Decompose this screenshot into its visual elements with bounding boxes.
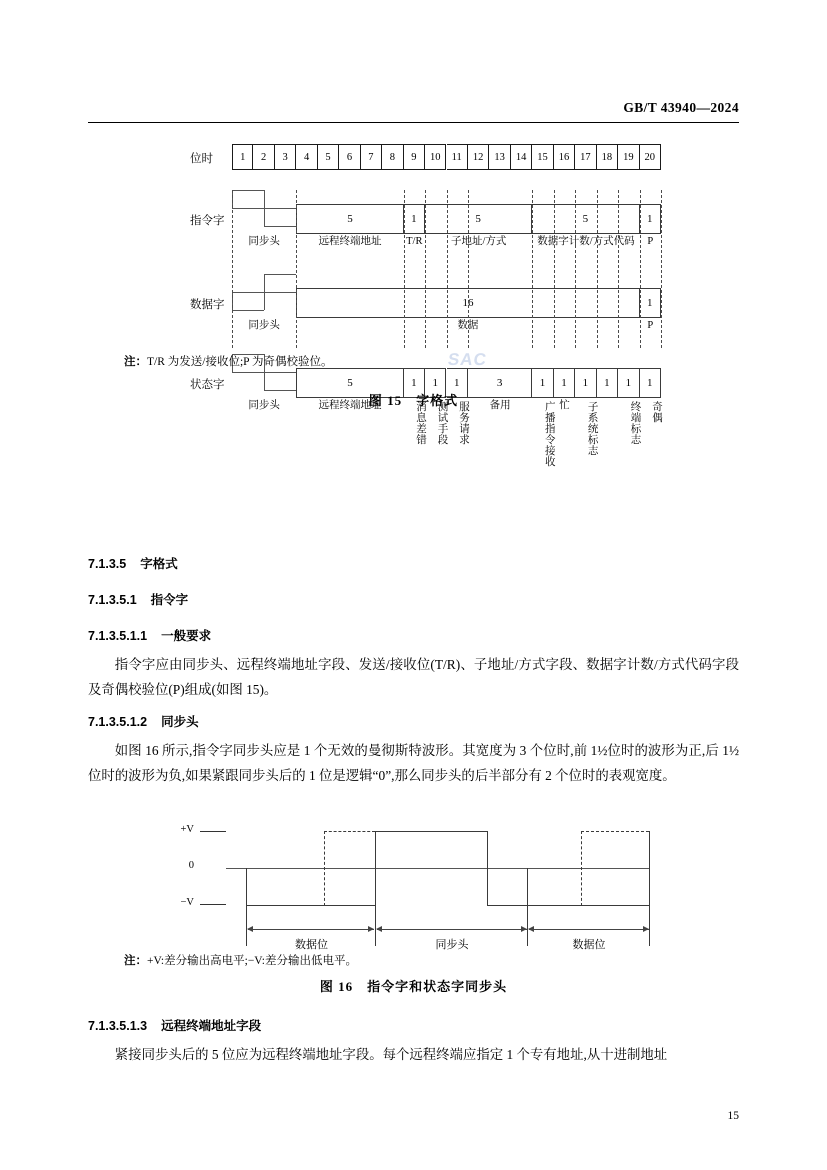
field-name: 数据字计数/方式代码 — [537, 236, 635, 247]
field-bit-width: 5 — [296, 368, 403, 398]
dim-line-region-3 — [529, 929, 649, 930]
word-row-label: 状态字 — [190, 379, 225, 391]
heading-number: 7.1.3.5.1.2 — [88, 715, 148, 729]
field-bit-width: 1 — [597, 368, 618, 398]
heading-7-1-3-5-1 — [88, 590, 188, 608]
dim-arrow-left-2 — [376, 926, 382, 932]
axis-tick-high — [200, 831, 226, 832]
alignment-guide — [404, 190, 405, 348]
waveform-dashed-low-1 — [246, 905, 324, 906]
bit-timing-cell: 13 — [489, 144, 510, 170]
field-bit-width: 1 — [618, 368, 639, 398]
figure-16-caption: 图 16 指令字和状态字同步头 — [319, 979, 508, 994]
field-bit-width: 5 — [425, 204, 532, 234]
sync-head-waveform — [232, 190, 296, 236]
field-name: P — [647, 236, 654, 247]
field-name: 广播指令接收 — [543, 401, 555, 467]
dim-arrow-left-3 — [528, 926, 534, 932]
field-bit-width: 1 — [575, 368, 596, 398]
dim-arrow-right-3 — [643, 926, 649, 932]
bit-timing-cell: 17 — [575, 144, 596, 170]
dim-line-region-2 — [377, 929, 527, 930]
waveform-dashed-low-2 — [487, 905, 581, 906]
sync-head-name: 同步头 — [248, 320, 280, 331]
waveform-solid-high-sync — [375, 831, 488, 832]
waveform-solid-edge-4 — [649, 831, 650, 906]
sync-head-name: 同步头 — [248, 236, 280, 247]
bit-timing-cell: 8 — [382, 144, 403, 170]
alignment-guide — [661, 190, 662, 348]
bit-timing-cell: 4 — [296, 144, 317, 170]
field-bit-width: 16 — [296, 288, 639, 318]
field-name: 测试手段 — [436, 401, 448, 445]
sync-head-name: 同步头 — [248, 400, 280, 411]
field-name: 远程终端地址 — [318, 400, 382, 411]
axis-label-zero: 0 — [188, 860, 194, 871]
note-prefix: 注： — [124, 356, 147, 368]
heading-title: 同步头 — [161, 715, 199, 729]
dim-line-region-1 — [248, 929, 374, 930]
bit-timing-cell: 16 — [554, 144, 575, 170]
bit-timing-cell: 6 — [339, 144, 360, 170]
figure-16-sync-waveform — [0, 812, 827, 962]
field-bit-width: 3 — [468, 368, 532, 398]
paragraph-general-requirements: 指令字应由同步头、远程终端地址字段、发送/接收位(T/R)、子地址/方式字段、数据字计数/方式代码字段及奇偶校验位(P)组成(如图 15)。 — [88, 657, 739, 697]
field-bit-width: 1 — [554, 368, 575, 398]
waveform-solid-edge-2 — [375, 831, 376, 906]
paragraph-rt-address-field: 紧接同步头后的 5 位应为远程终端地址字段。每个远程终端应指定 1 个专有地址,从十进制地址 — [114, 1047, 668, 1062]
field-name: 消息差错 — [415, 401, 427, 445]
region-label-data-bit-1: 数据位 — [295, 939, 328, 951]
field-bit-width: 1 — [640, 288, 661, 318]
dim-arrow-right-1 — [368, 926, 374, 932]
field-name: 数据 — [457, 320, 479, 331]
page-number: 15 — [727, 1110, 739, 1122]
field-name: 忙 — [559, 400, 570, 411]
heading-number: 7.1.3.5.1.1 — [88, 629, 148, 643]
dim-arrow-left-1 — [247, 926, 253, 932]
bit-timing-cell: 1 — [232, 144, 253, 170]
heading-7-1-3-5-1-1 — [88, 626, 211, 644]
dim-arrow-right-2 — [521, 926, 527, 932]
axis-tick-low — [200, 904, 226, 905]
field-bit-width: 1 — [447, 368, 468, 398]
bit-timing-cell: 5 — [318, 144, 339, 170]
waveform-dashed-edge-1 — [324, 831, 325, 906]
word-row-label: 数据字 — [190, 299, 225, 311]
heading-number: 7.1.3.5.1 — [88, 593, 137, 607]
figure-16-note — [124, 952, 357, 968]
waveform-dashed-high-2 — [581, 831, 649, 832]
heading-title: 远程终端地址字段 — [161, 1019, 262, 1033]
zero-reference-line — [226, 868, 650, 869]
note-prefix: 注： — [124, 955, 147, 967]
field-bit-width: 1 — [532, 368, 553, 398]
bit-timing-cell: 9 — [404, 144, 425, 170]
bit-timing-cell: 2 — [253, 144, 274, 170]
alignment-guide — [618, 190, 619, 348]
waveform-dashed-edge-2 — [581, 831, 582, 906]
heading-title: 指令字 — [150, 593, 189, 607]
bit-timing-cell: 20 — [640, 144, 661, 170]
field-name: 奇偶 — [650, 401, 662, 423]
bit-timing-cell: 12 — [468, 144, 489, 170]
region-label-data-bit-2: 数据位 — [572, 939, 606, 951]
header-rule — [88, 122, 739, 123]
heading-number: 7.1.3.5 — [88, 557, 127, 571]
field-bit-width: 5 — [296, 204, 403, 234]
bit-timing-cell: 15 — [532, 144, 553, 170]
field-bit-width: 1 — [640, 368, 661, 398]
note-text: +V:差分输出高电平;−V:差分输出低电平。 — [147, 955, 357, 967]
alignment-guide — [425, 190, 426, 348]
bit-timing-cell: 14 — [511, 144, 532, 170]
field-name: 子系统标志 — [586, 401, 598, 456]
note-text: T/R 为发送/接收位;P 为奇偶校验位。 — [147, 356, 333, 368]
field-name: 终端标志 — [629, 401, 641, 445]
word-row-label: 指令字 — [190, 215, 225, 227]
field-name: 备用 — [489, 400, 511, 411]
field-name: T/R — [406, 236, 423, 247]
bit-timing-cell: 11 — [447, 144, 468, 170]
alignment-guide — [532, 190, 533, 348]
field-name: P — [647, 320, 654, 331]
figure-15-note — [124, 353, 333, 369]
field-name: 子地址/方式 — [450, 236, 507, 247]
alignment-guide — [597, 190, 598, 348]
heading-title: 一般要求 — [161, 629, 212, 643]
field-bit-width: 1 — [404, 368, 425, 398]
alignment-guide — [232, 190, 233, 348]
alignment-guide — [575, 190, 576, 348]
heading-7-1-3-5 — [88, 554, 178, 572]
sync-head-waveform — [232, 274, 296, 320]
alignment-guide — [640, 190, 641, 348]
bit-timing-label: 位时 — [190, 153, 213, 165]
field-bit-width: 1 — [640, 204, 661, 234]
bit-timing-cell: 3 — [275, 144, 296, 170]
paragraph-sync-header: 如图 16 所示,指令字同步头应是 1 个无效的曼彻斯特波形。其宽度为 3 个位时,前 1½位时的波形为正,后 1½位时的波形为负,如果紧跟同步头后的 1 位是逻辑“0”,那么同步头的后半部分有 2 个位时的表观宽度。 — [88, 743, 739, 783]
watermark: SAC — [446, 350, 489, 369]
figure-15-word-formats — [0, 140, 827, 500]
bit-timing-cell: 19 — [618, 144, 639, 170]
alignment-guide — [296, 190, 297, 348]
bit-timing-cell: 18 — [597, 144, 618, 170]
field-bit-width: 1 — [425, 368, 446, 398]
heading-7-1-3-5-1-3 — [88, 1016, 261, 1034]
page-header-standard-number: GB/T 43940—2024 — [623, 100, 739, 115]
alignment-guide — [447, 190, 448, 348]
waveform-solid-edge-3 — [487, 831, 488, 906]
field-name: 远程终端地址 — [318, 236, 382, 247]
heading-title: 字格式 — [140, 557, 178, 571]
axis-label-low: −V — [180, 897, 194, 908]
axis-label-high: +V — [180, 824, 194, 835]
alignment-guide — [468, 190, 469, 348]
field-bit-width: 1 — [404, 204, 425, 234]
waveform-solid-edge-1 — [246, 868, 247, 906]
figure-15-caption: 图 15 字格式 — [368, 393, 459, 408]
bit-timing-cell: 10 — [425, 144, 446, 170]
heading-number: 7.1.3.5.1.3 — [88, 1019, 148, 1033]
region-boundary-3 — [527, 868, 528, 946]
waveform-dashed-high-1 — [324, 831, 375, 832]
alignment-guide — [554, 190, 555, 348]
bit-timing-cell: 7 — [361, 144, 382, 170]
field-bit-width: 5 — [532, 204, 639, 234]
region-label-sync-head: 同步头 — [435, 939, 469, 951]
field-name: 服务请求 — [457, 401, 469, 445]
heading-7-1-3-5-1-2 — [88, 712, 199, 730]
